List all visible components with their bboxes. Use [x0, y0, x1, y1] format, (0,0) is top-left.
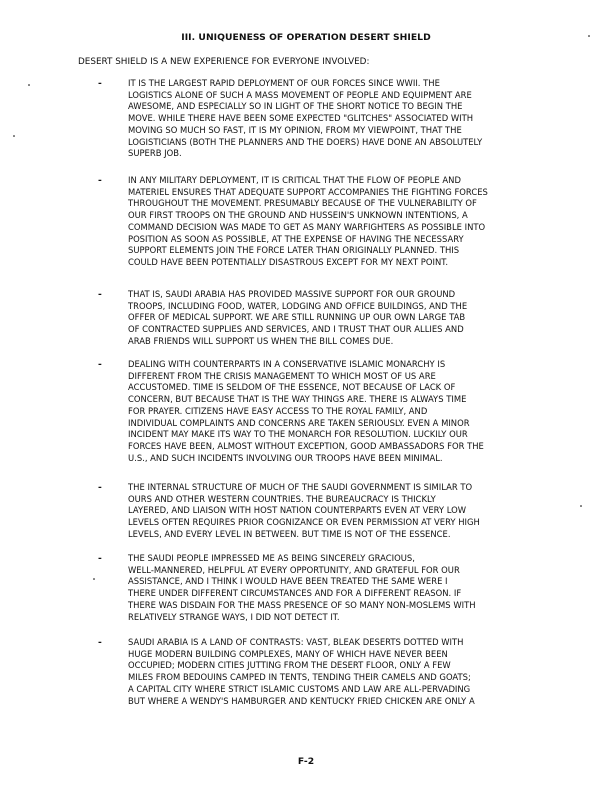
text-line: FORCES HAVE BEEN, ALMOST WITHOUT EXCEPTION, GOOD AMBASSADORS FOR THE — [128, 440, 484, 452]
text-line: TROOPS, INCLUDING FOOD, WATER, LODGING AND OFFICE BUILDINGS, AND THE — [128, 300, 468, 312]
text-line: OURS AND OTHER WESTERN COUNTRIES. THE BUREAUCRACY IS THICKLY — [128, 493, 436, 505]
text-line: COMMAND DECISION WAS MADE TO GET AS MANY WARFIGHTERS AS POSSIBLE INTO — [128, 221, 486, 233]
text-line: POSITION AS SOON AS POSSIBLE, AT THE EXPENSE OF HAVING THE NECESSARY — [128, 233, 464, 245]
text-line: SAUDI ARABIA IS A LAND OF CONTRASTS: VAST, BLEAK DESERTS DOTTED WITH — [128, 637, 464, 648]
text-line: INCIDENT MAY MAKE ITS WAY TO THE MONARCH FOR RESOLUTION. LUCKILY OUR — [128, 429, 468, 441]
bullet-dash: - — [98, 637, 102, 648]
text-line: THERE UNDER DIFFERENT CIRCUMSTANCES AND FOR A DIFFERENT REASON. IF — [128, 588, 462, 600]
bullet-dash: - — [98, 175, 102, 186]
text-line: THAT IS, SAUDI ARABIA HAS PROVIDED MASSIVE SUPPORT FOR OUR GROUND — [128, 289, 456, 300]
bullet-text — [128, 78, 482, 160]
text-line: OFFER OF MEDICAL SUPPORT. WE ARE STILL RUNNING UP OUR OWN LARGE TAB — [128, 312, 466, 324]
text-line: U.S., AND SUCH INCIDENTS INVOLVING OUR TROOPS HAVE BEEN MINIMAL. — [128, 452, 443, 464]
text-line: HUGE MODERN BUILDING COMPLEXES, MANY OF WHICH HAVE NEVER BEEN — [128, 648, 448, 660]
scan-speck — [13, 135, 15, 137]
bullet-text — [128, 289, 467, 348]
page-number: F-2 — [297, 756, 315, 767]
bullet-text — [128, 175, 488, 269]
text-line: LEVELS OFTEN REQUIRES PRIOR COGNIZANCE OR EVEN PERMISSION AT VERY HIGH — [128, 517, 480, 529]
bullet-dash: - — [98, 482, 102, 493]
text-line: THE INTERNAL STRUCTURE OF MUCH OF THE SAUDI GOVERNMENT IS SIMILAR TO — [128, 482, 473, 493]
bullet-dash: - — [98, 289, 102, 300]
text-line: RELATIVELY STRANGE WAYS, I DID NOT DETECT IT. — [128, 611, 340, 623]
text-line: ARAB FRIENDS WILL SUPPORT US WHEN THE BILL COMES DUE. — [128, 335, 394, 347]
text-line: MILES FROM BEDOUINS CAMPED IN TENTS, TENDING THEIR CAMELS AND GOATS; — [128, 672, 471, 684]
text-line: CONCERN, BUT BECAUSE THAT IS THE WAY THINGS ARE. THERE IS ALWAYS TIME — [128, 394, 467, 406]
text-line: COULD HAVE BEEN POTENTIALLY DISASTROUS EXCEPT FOR MY NEXT POINT. — [128, 256, 449, 268]
text-line: AWESOME, AND ESPECIALLY SO IN LIGHT OF THE SHORT NOTICE TO BEGIN THE — [128, 101, 463, 113]
bullet-text — [128, 553, 476, 623]
bullet-text — [128, 359, 484, 464]
bullet-text — [128, 482, 480, 541]
text-line: OCCUPIED; MODERN CITIES JUTTING FROM THE DESERT FLOOR, ONLY A FEW — [128, 660, 451, 672]
bullet-dash: - — [98, 78, 102, 89]
text-line: THROUGHOUT THE MOVEMENT. PRESUMABLY BECAUSE OF THE VULNERABILITY OF — [128, 198, 477, 210]
text-line: OF CONTRACTED SUPPLIES AND SERVICES, AND I TRUST THAT OUR ALLIES AND — [128, 324, 464, 336]
text-line: DIFFERENT FROM THE CRISIS MANAGEMENT TO WHICH MOST OF US ARE — [128, 370, 436, 382]
text-line: A CAPITAL CITY WHERE STRICT ISLAMIC CUSTOMS AND LAW ARE ALL-PERVADING — [128, 683, 471, 695]
text-line: LAYERED, AND LIAISON WITH HOST NATION COUNTERPARTS EVEN AT VERY LOW — [128, 505, 467, 517]
text-line: LEVELS, AND EVERY LEVEL IN BETWEEN. BUT TIME IS NOT OF THE ESSENCE. — [128, 528, 451, 540]
scan-speck — [580, 505, 582, 507]
text-line: BUT WHERE A WENDY'S HAMBURGER AND KENTUCKY FRIED CHICKEN ARE ONLY A — [128, 695, 475, 707]
section-title: III. UNIQUENESS OF OPERATION DESERT SHIELD — [181, 32, 431, 43]
scan-speck — [588, 35, 590, 37]
text-line: OUR FIRST TROOPS ON THE GROUND AND HUSSEIN'S UNKNOWN INTENTIONS, A — [128, 210, 468, 222]
text-line: IT IS THE LARGEST RAPID DEPLOYMENT OF OUR FORCES SINCE WWII. THE — [128, 78, 440, 89]
text-line: SUPPORT ELEMENTS JOIN THE FORCE LATER THAN ORIGINALLY PLANNED. THIS — [128, 245, 460, 257]
text-line: INDIVIDUAL COMPLAINTS AND CONCERNS ARE TAKEN SERIOUSLY. EVEN A MINOR — [128, 417, 470, 429]
text-line: MOVE. WHILE THERE HAVE BEEN SOME EXPECTED "GLITCHES" ASSOCIATED WITH — [128, 113, 474, 125]
text-line: THERE WAS DISDAIN FOR THE MASS PRESENCE OF SO MANY NON-MOSLEMS WITH — [128, 599, 476, 611]
text-line: DEALING WITH COUNTERPARTS IN A CONSERVATIVE ISLAMIC MONARCHY IS — [128, 359, 446, 370]
bullet-dash: - — [98, 553, 102, 564]
text-line: LOGISTICIANS (BOTH THE PLANNERS AND THE DOERS) HAVE DONE AN ABSOLUTELY — [128, 136, 483, 148]
text-line: LOGISTICS ALONE OF SUCH A MASS MOVEMENT OF PEOPLE AND EQUIPMENT ARE — [128, 89, 472, 101]
text-line: ASSISTANCE, AND I THINK I WOULD HAVE BEEN TREATED THE SAME WERE I — [128, 576, 448, 588]
text-line: WELL-MANNERED, HELPFUL AT EVERY OPPORTUNITY, AND GRATEFUL FOR OUR — [128, 564, 460, 576]
scan-speck — [28, 84, 30, 86]
bullet-dash: - — [98, 359, 102, 370]
text-line: SUPERB JOB. — [128, 148, 182, 160]
bullet-text — [128, 637, 475, 707]
intro-paragraph: DESERT SHIELD IS A NEW EXPERIENCE FOR EVERYONE INVOLVED: — [78, 56, 370, 67]
text-line: IN ANY MILITARY DEPLOYMENT, IT IS CRITICAL THAT THE FLOW OF PEOPLE AND — [128, 175, 461, 186]
text-line: MATERIEL ENSURES THAT ADEQUATE SUPPORT ACCOMPANIES THE FIGHTING FORCES — [128, 186, 488, 198]
text-line: FOR PRAYER. CITIZENS HAVE EASY ACCESS TO THE ROYAL FAMILY, AND — [128, 405, 428, 417]
text-line: MOVING SO MUCH SO FAST, IT IS MY OPINION, FROM MY VIEWPOINT, THAT THE — [128, 124, 462, 136]
text-line: ACCUSTOMED. TIME IS SELDOM OF THE ESSENCE, NOT BECAUSE OF LACK OF — [128, 382, 456, 394]
text-line: THE SAUDI PEOPLE IMPRESSED ME AS BEING SINCERELY GRACIOUS, — [128, 553, 415, 564]
scan-speck — [93, 578, 95, 580]
